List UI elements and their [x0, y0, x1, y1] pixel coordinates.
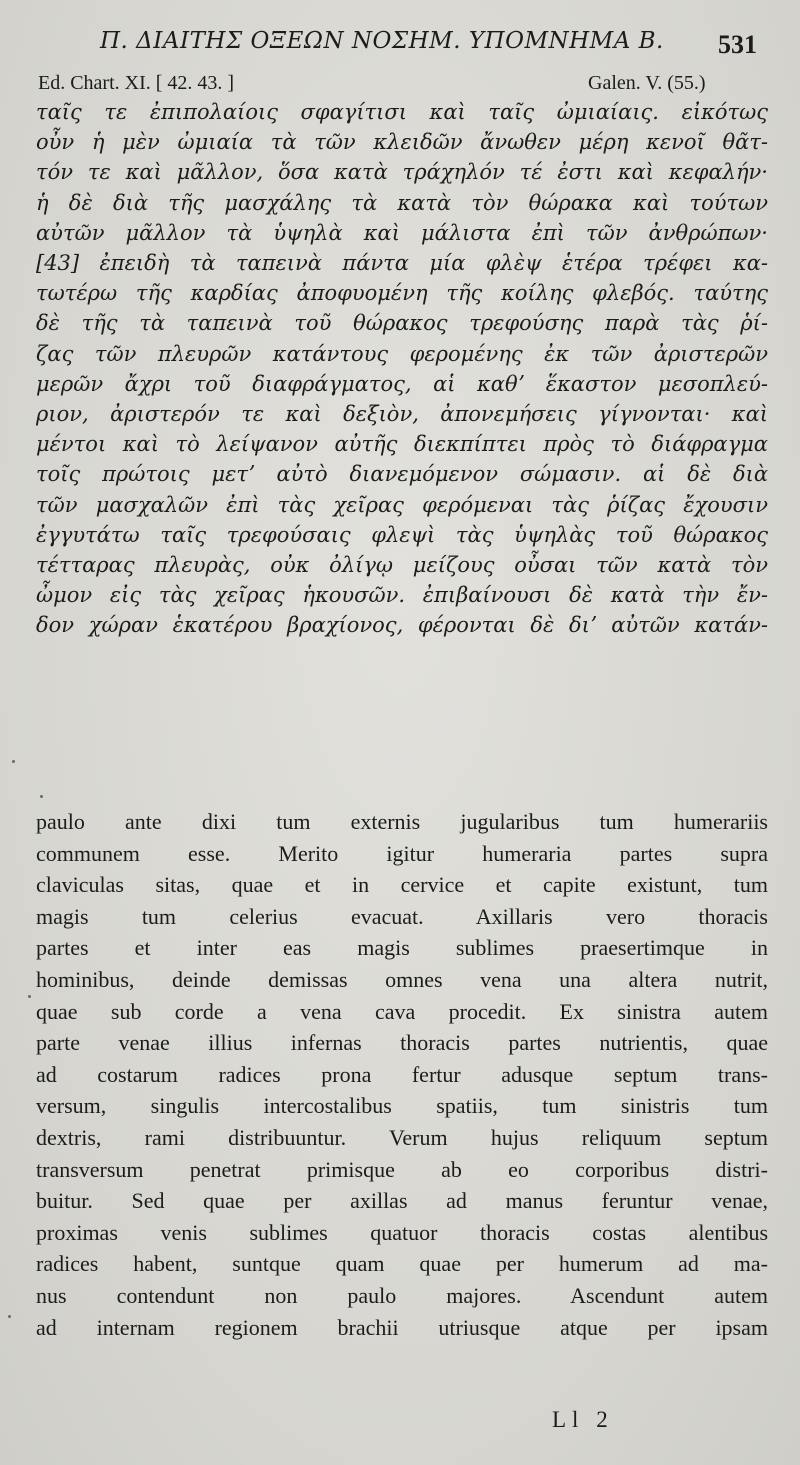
latin-text-block [36, 806, 768, 1343]
greek-line: ἐγγυτάτω ταῖς τρεφούσαις φλεψὶ τὰς ὑψηλὰς τοῦ θώρακος [36, 522, 768, 547]
latin-line: parte venae illius infernas thoracis partes nutrientis, quae [36, 1030, 768, 1056]
latin-line: ad costarum radices prona fertur adusque septum trans- [36, 1061, 768, 1087]
latin-line: nus contendunt non paulo majores. Ascendunt autem [36, 1282, 768, 1308]
latin-line: communem esse. Merito igitur humeraria partes supra [36, 840, 768, 866]
page-number: 531 [718, 30, 757, 59]
latin-line: ad internam regionem brachii utriusque atque per ipsam [36, 1314, 768, 1340]
greek-line: τῶν μασχαλῶν ἐπὶ τὰς χεῖρας φερόμεναι τὰς ῥίζας ἔχουσιν [36, 492, 768, 517]
greek-line: μέντοι καὶ τὸ λείψανον αὐτῆς διεκπίπτει πρὸς τὸ διάφραγμα [36, 432, 768, 457]
paper-speck [12, 760, 15, 763]
greek-line: μερῶν ἄχρι τοῦ διαφράγματος, αἱ καθʼ ἕκαστον μεσοπλεύ- [36, 371, 768, 396]
greek-line: δὲ τῆς τὰ ταπεινὰ τοῦ θώρακος τρεφούσης παρὰ τὰς ῥί- [36, 311, 768, 336]
paper-speck [28, 995, 31, 998]
running-head: Π. ΔΙΑΙΤΗΣ ΟΞΕΩΝ ΝΟΣΗΜ. ΥΠΟΜΝΗΜΑ Β. [100, 28, 664, 54]
greek-line: τέτταρας πλευρὰς, οὐκ ὀλίγῳ μείζους οὖσαι τῶν κατὰ τὸν [36, 553, 768, 578]
greek-line: οὖν ἡ μὲν ὠμιαία τὰ τῶν κλειδῶν ἄνωθεν μέρη κενοῖ θᾶτ- [36, 130, 768, 155]
greek-line: ὦμον εἰς τὰς χεῖρας ἡκουσῶν. ἐπιβαίνουσι δὲ κατὰ τὴν ἔν- [36, 583, 768, 608]
greek-line: ταῖς τε ἐπιπολαίοις σφαγίτισι καὶ ταῖς ὠμιαίαις. εἰκότως [36, 100, 768, 124]
paper-speck [8, 1315, 11, 1318]
latin-line: versum, singulis intercostalibus spatiis, tum sinistris tum [36, 1093, 768, 1119]
latin-line: proximas venis sublimes quatuor thoracis costas alentibus [36, 1219, 768, 1245]
latin-line: claviculas sitas, quae et in cervice et capite existunt, tum [36, 872, 768, 898]
edition-reference: Ed. Chart. XI. [ 42. 43. ] [38, 72, 235, 94]
greek-line: αὐτῶν μᾶλλον τὰ ὑψηλὰ καὶ μάλιστα ἐπὶ τῶν ἀνθρώπων· [36, 220, 768, 245]
latin-line: quae sub corde a vena cava procedit. Ex sinistra autem [36, 998, 768, 1024]
greek-line: [43] ἐπειδὴ τὰ ταπεινὰ πάντα μία φλὲψ ἑτέρα τρέφει κα- [36, 251, 768, 276]
latin-line: paulo ante dixi tum externis jugularibus tum humerariis [36, 809, 768, 834]
greek-line: τωτέρω τῆς καρδίας ἀποφυομένη τῆς κοίλης φλεβός. ταύτης [36, 281, 768, 306]
latin-line: partes et inter eas magis sublimes praesertimque in [36, 935, 768, 961]
greek-line: ζας τῶν πλευρῶν κατάντους φερομένης ἐκ τῶν ἀριστερῶν [36, 341, 768, 366]
latin-line: hominibus, deinde demissas omnes vena una altera nutrit, [36, 966, 768, 992]
paper-speck [40, 795, 43, 798]
greek-line: δον χώραν ἑκατέρου βραχίονος, φέρονται δὲ διʼ αὐτῶν κατάν- [36, 613, 768, 638]
greek-line: ριον, ἀριστερόν τε καὶ δεξιὸν, ἀπονεμήσεις γίγνονται· καὶ [36, 402, 768, 427]
greek-line: τοῖς πρώτοις μετʼ αὐτὸ διανεμόμενον σώμασιν. αἱ δὲ διὰ [36, 462, 768, 487]
latin-line: dextris, rami distribuuntur. Verum hujus reliquum septum [36, 1124, 768, 1150]
latin-line: transversum penetrat primisque ab eo corporibus distri- [36, 1156, 768, 1182]
greek-line: τόν τε καὶ μᾶλλον, ὅσα κατὰ τράχηλόν τέ ἐστι καὶ κεφαλήν· [36, 160, 768, 185]
greek-text-block [36, 97, 768, 641]
latin-line: buitur. Sed quae per axillas ad manus feruntur venae, [36, 1188, 768, 1214]
printer-signature: Ll 2 [552, 1407, 614, 1432]
greek-line: ἡ δὲ διὰ τῆς μασχάλης τὰ κατὰ τὸν θώρακα καὶ τούτων [36, 190, 768, 215]
latin-line: magis tum celerius evacuat. Axillaris vero thoracis [36, 903, 768, 929]
galen-reference: Galen. V. (55.) [588, 72, 706, 94]
latin-line: radices habent, suntque quam quae per humerum ad ma- [36, 1251, 768, 1277]
